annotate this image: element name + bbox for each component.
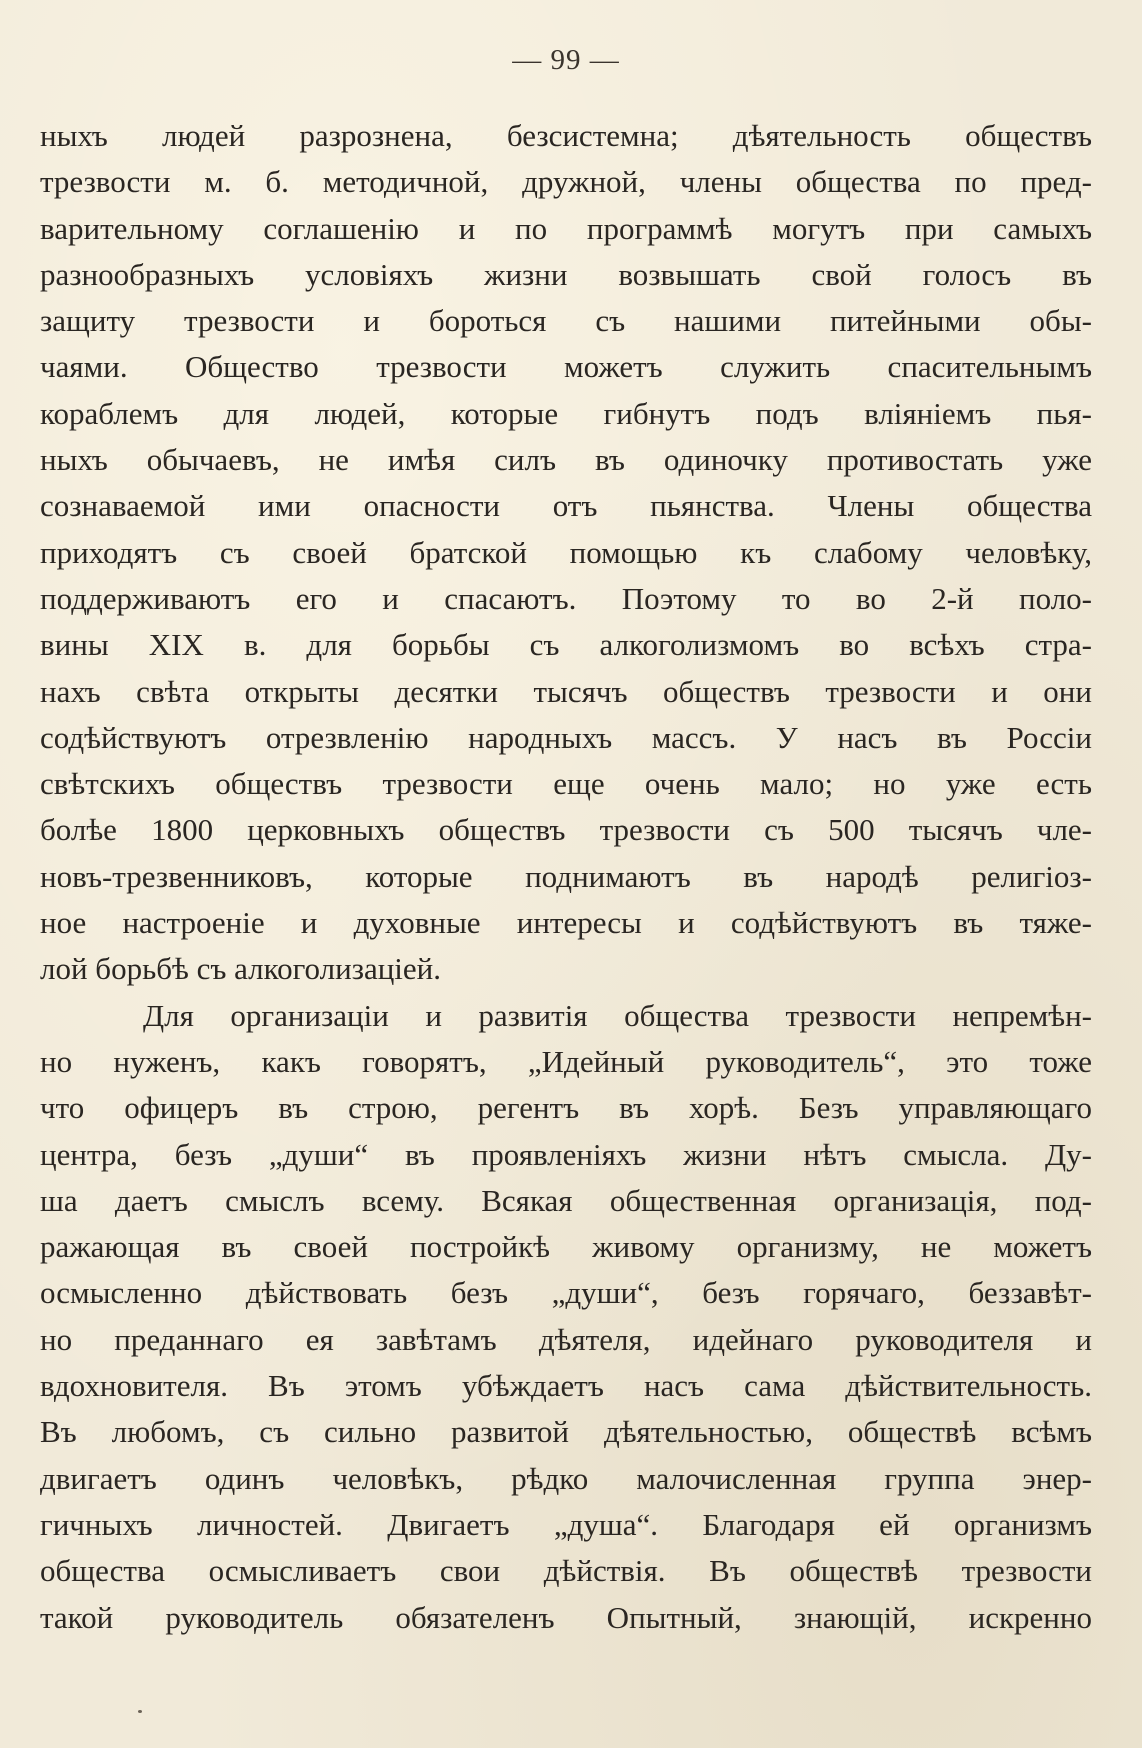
page-number: — 99 — [512, 44, 620, 76]
text-line: защиту трезвости и бороться съ нашими питейными обы- [40, 303, 1092, 339]
text-line: Въ любомъ, съ сильно развитой дѣятельностью, обществѣ всѣмъ [40, 1414, 1092, 1450]
text-line: ныхъ обычаевъ, не имѣя силъ въ одиночку противостать уже [40, 442, 1092, 478]
text-line: но преданнаго ея завѣтамъ дѣятеля, идейнаго руководителя и [40, 1321, 1092, 1357]
text-line: гичныхъ личностей. Двигаетъ „душа“. Благодаря ей организмъ [40, 1506, 1092, 1542]
text-line: болѣе 1800 церковныхъ обществъ трезвости съ 500 тысячъ чле- [40, 812, 1092, 848]
text-line: ныхъ людей разрознена, безсистемна; дѣятельность обществъ [40, 118, 1092, 153]
text-line: кораблемъ для людей, которые гибнутъ подъ вліяніемъ пья- [40, 395, 1092, 431]
text-line: но нуженъ, какъ говорятъ, „Идейный руководитель“, это тоже [40, 1043, 1092, 1079]
text-line: чаями. Общество трезвости можетъ служить спасительнымъ [40, 349, 1092, 385]
text-line: поддерживаютъ его и спасаютъ. Поэтому то во 2-й поло- [40, 580, 1092, 616]
body-text [40, 113, 1092, 1641]
text-line: свѣтскихъ обществъ трезвости еще очень мало; но уже есть [40, 766, 1092, 802]
text-line: ное настроеніе и духовные интересы и содѣйствуютъ въ тяже- [40, 905, 1092, 941]
paper-speck [138, 1710, 142, 1713]
text-line: ша даетъ смыслъ всему. Всякая общественная организація, под- [40, 1182, 1092, 1218]
paragraph-first-line: Для организаціи и развитія общества трезвости непремѣн- [143, 997, 1092, 1033]
paragraph-last-line: лой борьбѣ съ алкоголизаціей. [40, 951, 442, 987]
text-line: центра, безъ „души“ въ проявленіяхъ жизни нѣтъ смысла. Ду- [40, 1136, 1092, 1172]
text-line: содѣйствуютъ отрезвленію народныхъ массъ. У насъ въ Россіи [40, 719, 1092, 755]
text-line: трезвости м. б. методичной, дружной, члены общества по пред- [40, 164, 1092, 200]
text-line: новъ-трезвенниковъ, которые поднимаютъ въ народѣ религіоз- [40, 858, 1092, 894]
text-line: варительному соглашенію и по программѣ могутъ при самыхъ [40, 210, 1092, 246]
text-line: нахъ свѣта открыты десятки тысячъ обществъ трезвости и они [40, 673, 1092, 709]
text-line: приходятъ съ своей братской помощью къ слабому человѣку, [40, 534, 1092, 570]
text-line: ражающая въ своей постройкѣ живому организму, не можетъ [40, 1229, 1092, 1265]
text-line: вдохновителя. Въ этомъ убѣждаетъ насъ сама дѣйствительность. [40, 1368, 1092, 1404]
text-line: осмысленно дѣйствовать безъ „души“, безъ горячаго, беззавѣт- [40, 1275, 1092, 1311]
text-line: такой руководитель обязателенъ Опытный, знающій, искренно [40, 1599, 1092, 1635]
book-page [40, 0, 1092, 1748]
text-line: вины XIX в. для борьбы съ алкоголизмомъ во всѣхъ стра- [40, 627, 1092, 663]
text-line: сознаваемой ими опасности отъ пьянства. Члены общества [40, 488, 1092, 524]
text-line: что офицеръ въ строю, регентъ въ хорѣ. Безъ управляющаго [40, 1090, 1092, 1126]
text-line: двигаетъ одинъ человѣкъ, рѣдко малочисленная группа энер- [40, 1460, 1092, 1496]
text-line: разнообразныхъ условіяхъ жизни возвышать свой голосъ въ [40, 256, 1092, 292]
text-line: общества осмысливаетъ свои дѣйствія. Въ обществѣ трезвости [40, 1553, 1092, 1589]
